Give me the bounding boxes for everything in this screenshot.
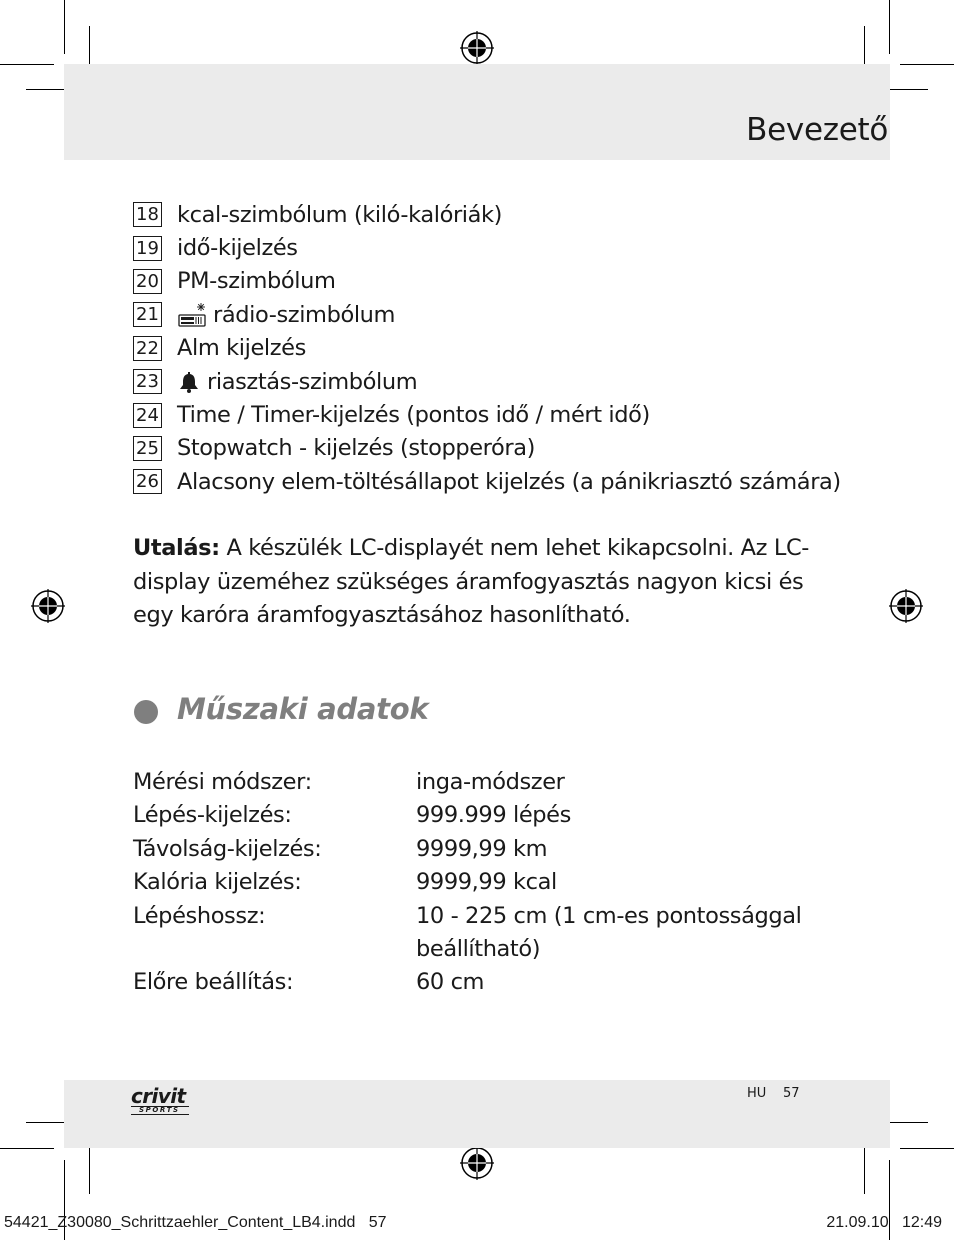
page-title: Bevezető (746, 112, 888, 148)
item-number: 25 (133, 436, 162, 461)
spec-value: 9999,99 kcal (416, 869, 557, 896)
item-label: PM-szimbólum (177, 268, 336, 295)
spec-row (133, 799, 836, 832)
spec-row (133, 966, 836, 999)
note-lead: Utalás: (133, 535, 220, 561)
item-label: kcal-szimbólum (kiló-kalóriák) (177, 201, 503, 228)
spec-label: Előre beállítás: (133, 969, 294, 996)
brand-logo (131, 1085, 197, 1119)
list-item (133, 198, 841, 231)
list-item (133, 432, 841, 465)
spec-row (133, 866, 836, 899)
item-number: 26 (133, 469, 162, 494)
page-number: 57 (783, 1086, 800, 1101)
brand-name: crivit (131, 1084, 186, 1108)
item-number: 22 (133, 336, 162, 361)
registration-mark-icon (889, 589, 923, 623)
radio-icon (177, 302, 207, 328)
spec-label: Lépés-kijelzés: (133, 802, 292, 829)
spec-label: Lépéshossz: (133, 902, 266, 929)
item-label: riasztás-szimbólum (207, 368, 418, 395)
spec-label: Távolság-kijelzés: (133, 835, 322, 862)
spec-value: 999.999 lépés (416, 802, 571, 829)
item-label: Time / Timer-kijelzés (pontos idő / mért idő) (177, 402, 650, 429)
list-item (133, 332, 841, 365)
crop-mark (889, 0, 890, 54)
item-number: 21 (133, 302, 162, 327)
spec-row (133, 766, 836, 799)
registration-mark-icon (460, 31, 494, 65)
list-item (133, 365, 841, 398)
spec-row (133, 833, 836, 866)
spec-value: 60 cm (416, 969, 485, 996)
item-number: 19 (133, 236, 162, 261)
slug-filename: 54421_Z30080_Schrittzaehler_Content_LB4.indd 57 (4, 1214, 387, 1231)
language-code: HU (747, 1086, 767, 1101)
item-label: Alm kijelzés (177, 335, 306, 362)
spec-value: inga-módszer (416, 769, 565, 795)
note-text: A készülék LC-displayét nem lehet kikapcsolni. Az LC-display üzeméhez szükséges áramfogyasztás nagyon kicsi és egy karóra áramfogyasztásához hasonlítható. (133, 535, 810, 628)
list-item (133, 298, 841, 331)
list-item (133, 398, 841, 431)
crop-mark (900, 64, 954, 65)
legend-list (133, 198, 841, 499)
list-item (133, 231, 841, 264)
item-number: 18 (133, 202, 162, 227)
item-number: 20 (133, 269, 162, 294)
note-paragraph (133, 532, 823, 633)
registration-mark-icon (31, 589, 65, 623)
crop-mark (864, 1140, 865, 1194)
registration-mark-icon (460, 1146, 494, 1180)
spec-value: 10 - 225 cm (1 cm-es pontossággal beállítható) (416, 902, 802, 963)
item-number: 24 (133, 403, 162, 428)
item-label: idő-kijelzés (177, 235, 298, 262)
section-bullet-icon (134, 700, 158, 724)
brand-subtitle: SPORTS (131, 1106, 189, 1115)
crop-mark (89, 1140, 90, 1194)
item-label: rádio-szimbólum (213, 301, 396, 328)
crop-mark (0, 1148, 54, 1149)
spec-value: 9999,99 km (416, 835, 548, 862)
item-number: 23 (133, 369, 162, 394)
list-item (133, 465, 841, 498)
item-label: Alacsony elem-töltésállapot kijelzés (a pánikriasztó számára) (177, 468, 841, 495)
bell-icon (177, 371, 201, 393)
slug-datetime: 21.09.10 12:49 (826, 1214, 942, 1231)
item-label: Stopwatch - kijelzés (stopperóra) (177, 435, 536, 462)
crop-mark (900, 1148, 954, 1149)
list-item (133, 265, 841, 298)
spec-label: Kalória kijelzés: (133, 869, 302, 896)
spec-row (133, 900, 836, 967)
spec-table (133, 766, 836, 1000)
spec-label: Mérési módszer: (133, 769, 312, 795)
crop-mark (0, 64, 54, 65)
section-heading: Műszaki adatok (177, 692, 429, 726)
crop-mark (64, 0, 65, 54)
